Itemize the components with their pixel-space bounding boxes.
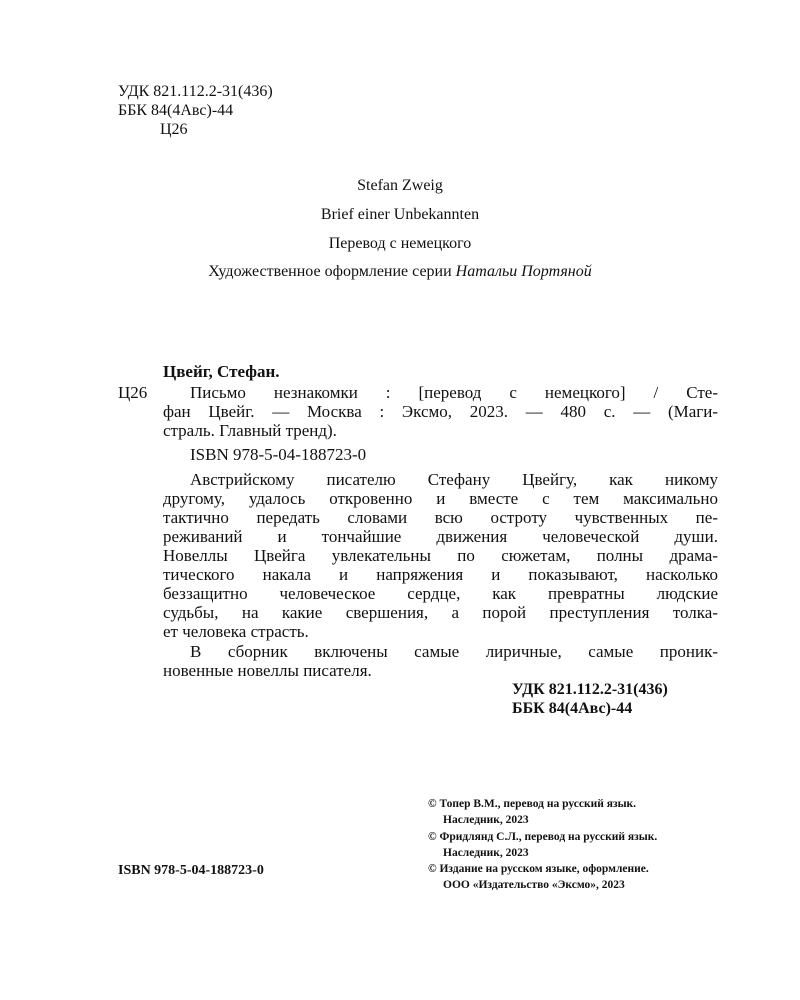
annotation-line: Новеллы Цвейга увлекательны по сюжетам, полны драма-: [163, 546, 718, 565]
description-line: Письмо незнакомки : [перевод с немецкого] / Сте-: [190, 383, 718, 402]
catalog-code: Ц26: [118, 383, 148, 402]
bbk-header: ББК 84(4Авс)-44: [118, 102, 234, 119]
designer-name: Натальи Портяной: [455, 263, 592, 280]
annotation-line: ет человека страсть.: [163, 622, 309, 641]
annotation-line: Австрийскому писателю Стефану Цвейгу, как никому: [190, 470, 718, 489]
copyright-line: Наследник, 2023: [443, 847, 529, 859]
catalog-isbn: ISBN 978-5-04-188723-0: [190, 445, 367, 464]
copyright-line: © Издание на русском языке, оформление.: [428, 863, 649, 875]
translation-note: Перевод с немецкого: [328, 235, 472, 252]
copyright-line: © Фридлянд С.Л., перевод на русский язык.: [428, 831, 658, 843]
author-code-header: Ц26: [160, 121, 188, 138]
copyright-line: ООО «Издательство «Эксмо», 2023: [443, 879, 625, 891]
udk-header: УДК 821.112.2-31(436): [118, 83, 273, 100]
catalog-author-heading: Цвейг, Стефан.: [163, 362, 280, 381]
catalog-udk: УДК 821.112.2-31(436): [512, 681, 668, 698]
catalog-bbk: ББК 84(4Авс)-44: [512, 700, 633, 717]
annotation-line: В сборник включены самые лиричные, самые проник-: [190, 642, 718, 661]
description-line: страль. Главный тренд).: [163, 421, 337, 440]
original-author: Stefan Zweig: [357, 177, 443, 194]
description-line: фан Цвейг. — Москва : Эксмо, 2023. — 480 с. — (Маги-: [163, 402, 718, 421]
annotation-line: беззащитно человеческое сердце, как превратны людские: [163, 584, 718, 603]
copyright-line: © Топер В.М., перевод на русский язык.: [428, 798, 637, 810]
annotation-line: судьбы, на какие свершения, а порой преступления толка-: [163, 603, 718, 622]
annotation-line: новенные новеллы писателя.: [163, 661, 372, 680]
copyright-line: Наследник, 2023: [443, 814, 529, 826]
annotation-line: реживаний и тончайшие движения человеческой души.: [163, 527, 718, 546]
annotation-line: тического накала и напряжения и показывают, насколько: [163, 565, 718, 584]
annotation-line: другому, удалось откровенно и вместе с тем максимально: [163, 489, 718, 508]
footer-isbn: ISBN 978-5-04-188723-0: [118, 863, 264, 878]
annotation-line: тактично передать словами всю остроту чувственных пе-: [163, 508, 718, 527]
design-note: Художественное оформление серии Натальи Портяной: [208, 263, 592, 280]
original-title: Brief einer Unbekannten: [320, 206, 480, 223]
